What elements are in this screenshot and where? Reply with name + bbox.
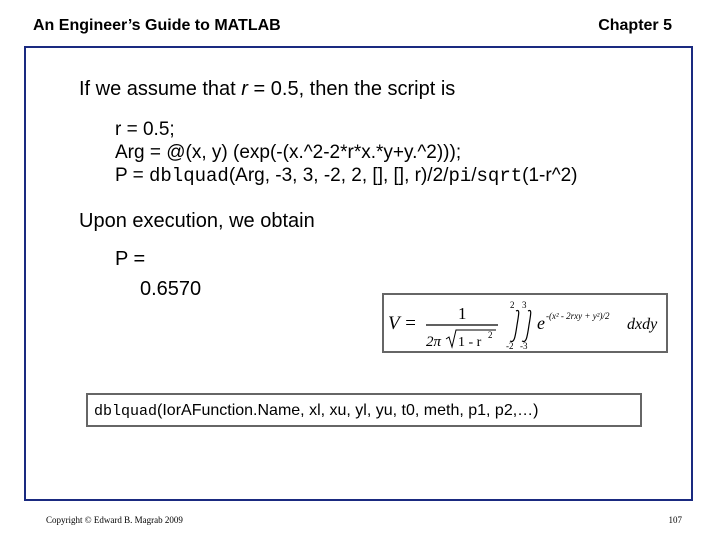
formula-numerator: 1: [458, 304, 467, 323]
intro-text: If we assume that r = 0.5, then the script is: [79, 78, 456, 100]
formula-root: 1 - r: [458, 335, 482, 350]
copyright: Copyright © Edward B. Magrab 2009: [46, 515, 183, 525]
header-title: An Engineer’s Guide to MATLAB: [33, 17, 281, 34]
code-line-1: r = 0.5;: [115, 119, 175, 140]
outer-integral-icon: [510, 311, 519, 342]
integrand-exponent: -(x² - 2rxy + y²)/2: [546, 311, 610, 321]
slide-frame: [24, 46, 693, 501]
formula-denominator-prefix: 2π: [426, 334, 442, 350]
code-line-2: Arg = @(x, y) (exp(-(x.^2-2*r*x.*y+y.^2)));: [115, 142, 462, 163]
syntax-func: dblquad: [94, 403, 158, 420]
upper-limit-inner: 3: [522, 300, 527, 310]
formula-root-exp: 2: [488, 330, 493, 340]
differential: dxdy: [627, 316, 658, 333]
script-code: [115, 118, 578, 188]
lower-limit-outer: -2: [506, 341, 514, 351]
syntax-args: (IorAFunction.Name, xl, xu, yl, yu, t0, meth, p1, p2,…): [157, 402, 539, 419]
formula-box: [382, 293, 668, 353]
upper-limit-outer: 2: [510, 300, 515, 310]
code-line-3: P = dblquad(Arg, -3, 3, -2, 2, [], [], r)/2/pi/sqrt(1-r^2): [115, 165, 578, 187]
syntax-box: [86, 393, 642, 427]
chapter-label: Chapter 5: [598, 17, 672, 34]
lower-limit-inner: -3: [520, 341, 528, 351]
formula-lhs: V =: [388, 313, 417, 334]
result-label: P =: [115, 248, 146, 270]
integrand-base: e: [537, 313, 545, 333]
result-value: 0.6570: [140, 278, 202, 300]
execution-text: Upon execution, we obtain: [79, 210, 315, 232]
page-number: 107: [668, 515, 682, 525]
inner-integral-icon: [522, 311, 531, 342]
